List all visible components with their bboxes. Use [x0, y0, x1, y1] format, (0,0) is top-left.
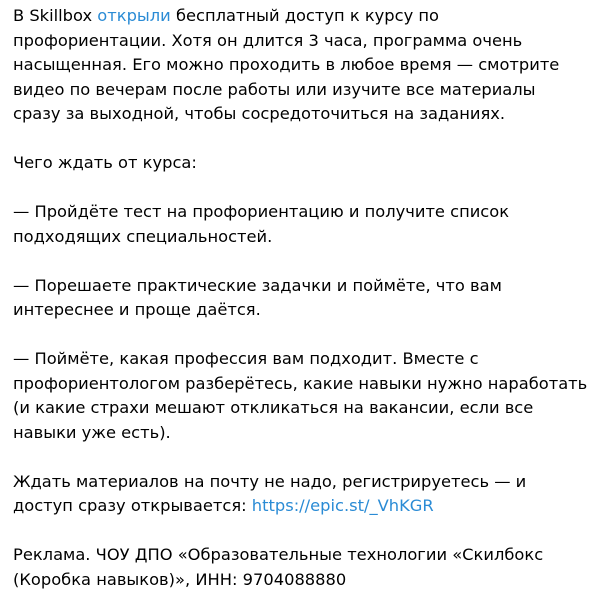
registration-link[interactable]: https://epic.st/_VhKGR	[251, 496, 434, 515]
intro-paragraph	[13, 4, 588, 127]
ad-disclaimer: Реклама. ЧОУ ДПО «Образовательные технологии «Скилбокс (Коробка навыков)», ИНН: 9704088880	[13, 545, 544, 589]
list-item-profession: — Поймёте, какая профессия вам подходит. Вместе с профориентологом разберётесь, какие навыки нужно наработать (и какие страхи мешают откликаться на вакансии, если все навыки уже есть).	[13, 349, 588, 442]
registration-paragraph	[13, 470, 588, 519]
expect-heading: Чего ждать от курса:	[13, 153, 197, 172]
list-item-tasks: — Порешаете практические задачки и поймёте, что вам интереснее и проще даётся.	[13, 275, 502, 319]
intro-text-start: В Skillbox	[13, 6, 98, 25]
intro-text-rest: бесплатный доступ к курсу по профориентации. Хотя он длится 3 часа, программа очень насыщенная. Его можно проходить в любое время — смотрите видео по вечерам после работы или изучите все материалы сразу за выходной, чтобы сосредоточиться на заданиях.	[13, 6, 560, 123]
course-link[interactable]: открыли	[97, 6, 171, 25]
registration-text: Ждать материалов на почту не надо, регистрируетесь — и доступ сразу открывается:	[13, 471, 527, 515]
list-item-test: — Пройдёте тест на профориентацию и получите список подходящих специальностей.	[13, 202, 510, 246]
